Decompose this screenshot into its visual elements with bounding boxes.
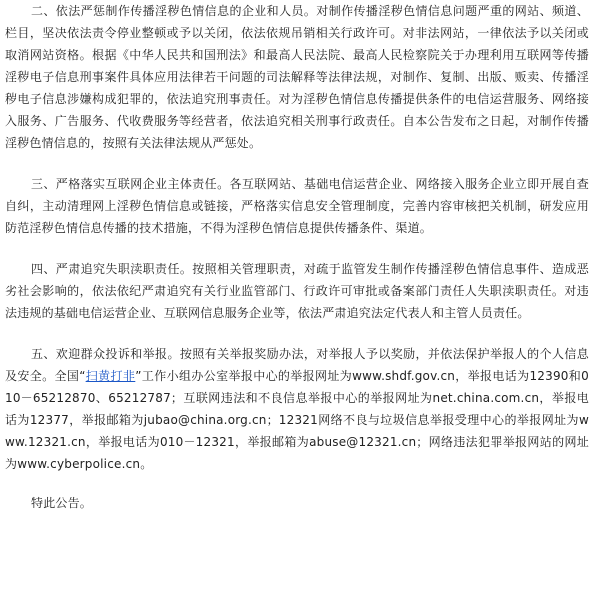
paragraph-gap	[5, 324, 589, 343]
paragraph-item-5	[5, 343, 589, 475]
paragraph-gap	[5, 239, 589, 258]
paragraph-item-2: 二、依法严惩制作传播淫秽色情信息的企业和人员。对制作传播淫秽色情信息问题严重的网站、频道、栏目，坚决依法责令停业整顿或予以关闭，依法依规吊销相关行政许可。对非法网站，一律依法予以关闭或取消网站资格。根据《中华人民共和国刑法》和最高人民法院、最高人民检察院关于办理利用互联网等传播淫秽电子信息刑事案件具体应用法律若干问题的司法解释等法律法规，对制作、复制、出版、贩卖、传播淫秽电子信息涉嫌构成犯罪的，依法追究刑事责任。对为淫秽色情信息传播提供条件的电信运营服务、网络接入服务、广告服务、代收费服务等经营者，依法追究相关刑事行政责任。自本公告发布之日起，对制作传播淫秽色情信息的，按照有关法律法规从严惩处。	[5, 4, 589, 150]
paragraph-5-lead-text: 五、欢迎群众投诉和举报。按照有关举报奖励办法，对举报人予以奖励，并依法保护举报人的个人信息及安全。全国“	[5, 347, 589, 383]
paragraph-5-tail-text: ”工作小组办公室举报中心的举报网址为www.shdf.gov.cn，举报电话为12390和010－65212870、65212787；互联网违法和不良信息举报中心的举报网址为net.china.com.cn，举报电话为12377，举报邮箱为jubao@china.org.cn；12321网络不良与垃圾信息举报受理中心的举报网址为www.12321.cn，举报电话为010－12321，举报邮箱为abuse@12321.cn；网络违法犯罪举报网站的网址为www.cyberpolice.cn。	[5, 369, 590, 471]
paragraph-gap	[5, 154, 589, 173]
paragraph-item-4: 四、严肃追究失职渎职责任。按照相关管理职责，对疏于监管发生制作传播淫秽色情信息事件、造成恶劣社会影响的，依法依纪严肃追究有关行业监管部门、行政许可审批或备案部门责任人失职渎职责任。对违法违规的基础电信运营企业、互联网信息服务企业等，依法严肃追究法定代表人和主管人员责任。	[5, 262, 589, 320]
anti-porn-link[interactable]: 扫黄打非	[85, 369, 136, 383]
paragraph-item-3: 三、严格落实互联网企业主体责任。各互联网站、基础电信运营企业、网络接入服务企业立即开展自查自纠，主动清理网上淫秽色情信息或链接，严格落实信息安全管理制度，完善内容审核把关机制，研发应用防范淫秽色情信息传播的技术措施，不得为淫秽色情信息提供传播条件、渠道。	[5, 177, 589, 235]
paragraph-gap	[5, 475, 589, 492]
closing-statement: 特此公告。	[31, 496, 93, 510]
